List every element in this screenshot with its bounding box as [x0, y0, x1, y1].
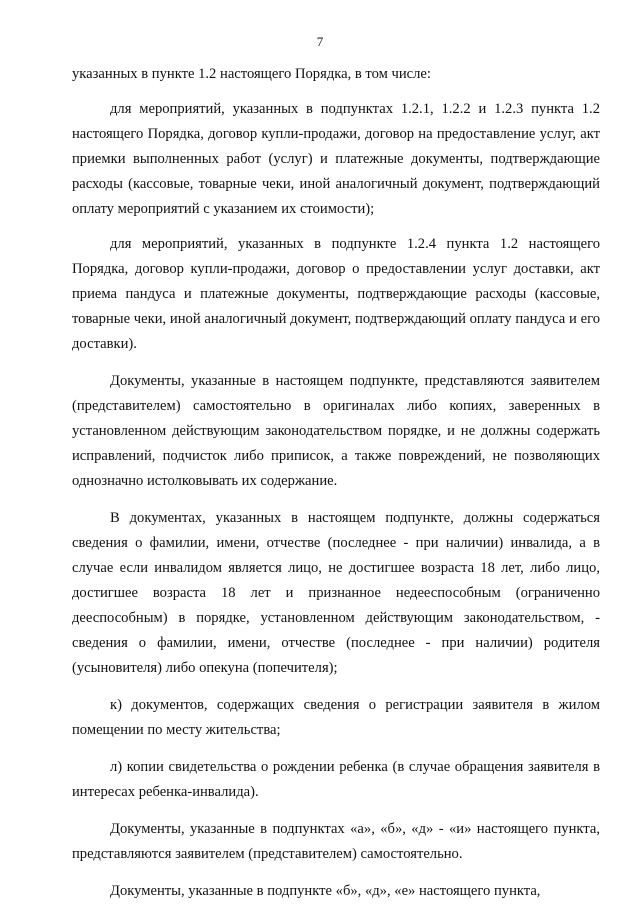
- document-body: [72, 62, 600, 904]
- paragraph-events-1-2-1-3: для мероприятий, указанных в подпунктах 1.2.1, 1.2.2 и 1.2.3 пункта 1.2 настоящего Порядка, договор купли-продажи, договор на предоставление услуг, акт приемки выполненных работ (услуг) и платежные документы, подтверждающие расходы (кассовые, товарные чеки, иной аналогичный документ, подтверждающий оплату мероприятий с указанием их стоимости);: [72, 101, 600, 217]
- paragraph-continuation: указанных в пункте 1.2 настоящего Порядка, в том числе:: [72, 66, 431, 82]
- paragraph-documents-content: В документах, указанных в настоящем подпункте, должны содержаться сведения о фамилии, имени, отчестве (последнее - при наличии) инвалида, а в случае если инвалидом является лицо, не достигшее возраста 18 лет, либо лицо, достигшее возраста 18 лет и признанное недееспособным (ограниченно дееспособным) в порядке, установленном действующим законодательством, - сведения о фамилии, имени, отчестве (последнее - при наличии) родителя (усыновителя) либо опекуна (попечителя);: [72, 510, 600, 676]
- paragraph-documents-originals: Документы, указанные в настоящем подпункте, представляются заявителем (представителем) самостоятельно в оригиналах либо копиях, заверенных в установленном действующим законодательством порядке, и не должны содержать исправлений, подчисток либо приписок, а также повреждений, не позволяющих однозначно истолковывать их содержание.: [72, 373, 600, 489]
- paragraph-events-1-2-4: для мероприятий, указанных в подпункте 1.2.4 пункта 1.2 настоящего Порядка, договор купли-продажи, договор о предоставлении услуг доставки, акт приема пандуса и платежные документы, подтверждающие расходы (кассовые, товарные чеки, иной аналогичный документ, подтверждающий оплату пандуса и его доставки).: [72, 236, 600, 352]
- page-number: 7: [316, 34, 324, 49]
- paragraph-documents-b-d-e: Документы, указанные в подпункте «б», «д», «е» настоящего пункта,: [110, 883, 541, 899]
- paragraph-self-submitted: Документы, указанные в подпунктах «а», «б», «д» - «и» настоящего пункта, представляются заявителем (представителем) самостоятельно.: [72, 821, 600, 862]
- paragraph-item-l: л) копии свидетельства о рождении ребенка (в случае обращения заявителя в интересах ребенка-инвалида).: [72, 759, 600, 800]
- paragraph-item-k: к) документов, содержащих сведения о регистрации заявителя в жилом помещении по месту жительства;: [72, 697, 600, 738]
